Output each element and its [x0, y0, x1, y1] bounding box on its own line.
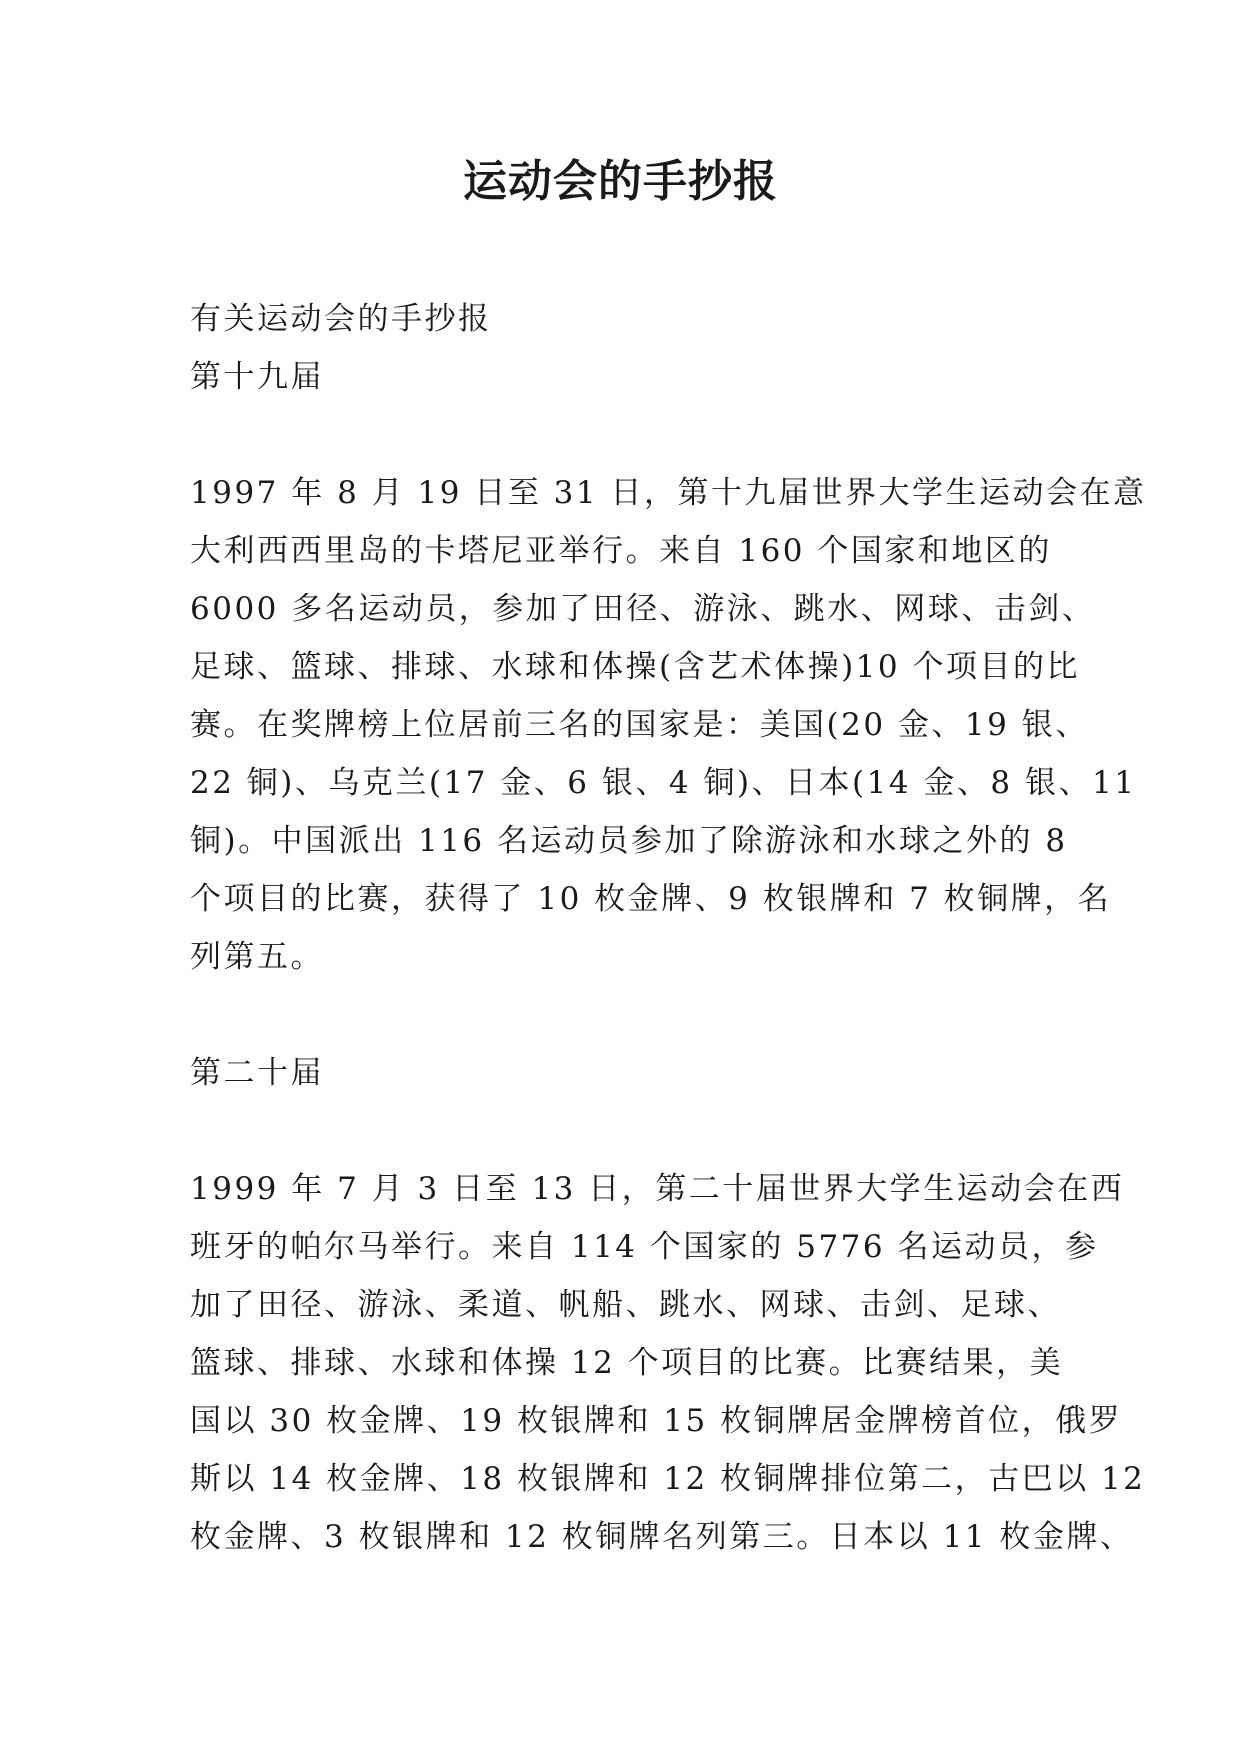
paragraph-line: 班牙的帕尔马举行。来自 114 个国家的 5776 名运动员，参: [190, 1229, 1099, 1265]
paragraph-spacer: [190, 1102, 1060, 1160]
paragraph-line: 1999 年 7 月 3 日至 13 日，第二十届世界大学生运动会在西: [190, 1171, 1125, 1207]
paragraph-line: 铜)。中国派出 116 名运动员参加了除游泳和水球之外的 8: [190, 823, 1068, 859]
section-paragraph-20th: [190, 1160, 1146, 1566]
subtitle: 有关运动会的手抄报: [190, 301, 492, 337]
paragraph-line: 1997 年 8 月 19 日至 31 日，第十九届世界大学生运动会在意: [190, 475, 1147, 511]
document-body: [190, 290, 1147, 1566]
paragraph-line: 枚金牌、3 枚银牌和 12 枚铜牌名列第三。日本以 11 枚金牌、: [190, 1519, 1134, 1555]
paragraph-line: 赛。在奖牌榜上位居前三名的国家是：美国(20 金、19 银、: [190, 707, 1089, 743]
paragraph-line: 列第五。: [190, 939, 324, 975]
paragraph-line: 大利西西里岛的卡塔尼亚举行。来自 160 个国家和地区的: [190, 533, 1052, 569]
paragraph-line: 6000 多名运动员，参加了田径、游泳、跳水、网球、击剑、: [190, 591, 1096, 627]
paragraph-line: 加了田径、游泳、柔道、帆船、跳水、网球、击剑、足球、: [190, 1287, 1061, 1323]
section-heading-19th: 第十九届: [190, 359, 324, 395]
paragraph-line: 国以 30 枚金牌、19 枚银牌和 15 枚铜牌居金牌榜首位，俄罗: [190, 1403, 1123, 1439]
paragraph-line: 篮球、排球、水球和体操 12 个项目的比赛。比赛结果，美: [190, 1345, 1064, 1381]
section-paragraph-19th: [190, 464, 1147, 986]
paragraph-line: 斯以 14 枚金牌、18 枚银牌和 12 枚铜牌排位第二，古巴以 12: [190, 1461, 1146, 1497]
page-title: 运动会的手抄报: [463, 156, 778, 207]
paragraph-spacer: [190, 406, 1060, 464]
paragraph-line: 个项目的比赛，获得了 10 枚金牌、9 枚银牌和 7 枚铜牌，名: [190, 881, 1112, 917]
section-heading-20th: 第二十届: [190, 1055, 324, 1091]
paragraph-spacer: [190, 986, 1060, 1044]
paragraph-line: 足球、篮球、排球、水球和体操(含艺术体操)10 个项目的比: [190, 649, 1080, 685]
paragraph-line: 22 铜)、乌克兰(17 金、6 银、4 铜)、日本(14 金、8 银、11: [190, 765, 1137, 801]
